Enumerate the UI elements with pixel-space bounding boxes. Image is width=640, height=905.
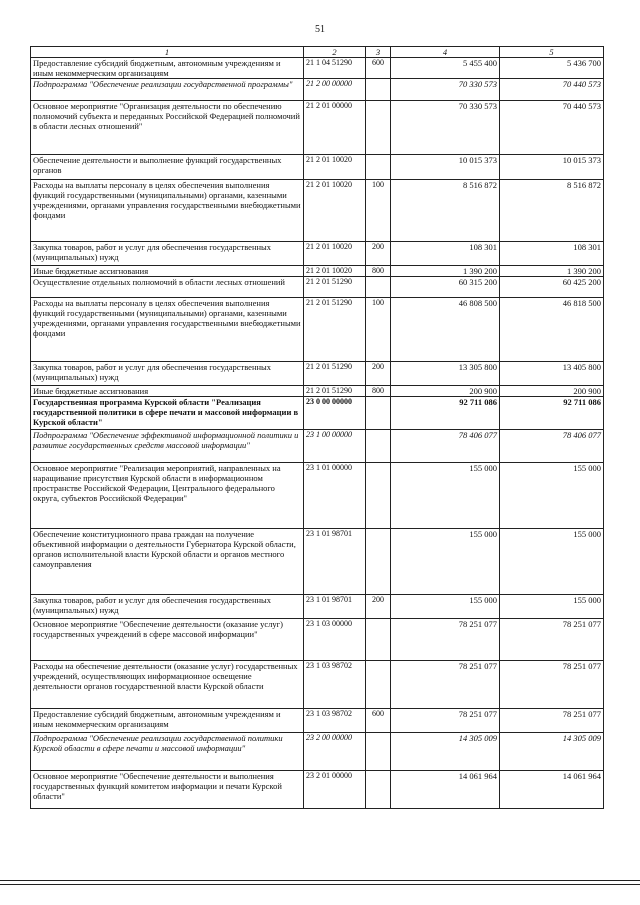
column-header: 5 [500, 47, 604, 58]
footer-rule [0, 880, 640, 881]
table-body [31, 58, 604, 809]
row-amount-year2-cell: 13 405 800 [500, 362, 604, 386]
row-amount-year1-cell: 92 711 086 [391, 397, 500, 430]
row-amount-year1-cell: 155 000 [391, 529, 500, 595]
table-row [31, 298, 604, 362]
row-amount-year2-cell: 155 000 [500, 529, 604, 595]
table-row [31, 397, 604, 430]
row-expense-type-cell: 200 [366, 242, 391, 266]
budget-table [30, 46, 604, 809]
row-name-cell: Иные бюджетные ассигнования [31, 266, 304, 277]
row-name-cell: Подпрограмма "Обеспечение эффективной информационной политики и развитие государственных средств массовой информации" [31, 430, 304, 463]
table-row [31, 595, 604, 619]
row-code-cell: 23 1 03 98702 [304, 661, 366, 709]
row-name-cell: Подпрограмма "Обеспечение реализации государственной политики Курской области в сфере печати и массовой информации" [31, 733, 304, 771]
row-amount-year1-cell: 78 251 077 [391, 661, 500, 709]
row-name-cell: Основное мероприятие "Организация деятельности по обеспечению полномочий субъекта и переданных Российской Федерацией полномочий в области лесных отношений" [31, 101, 304, 155]
row-expense-type-cell [366, 619, 391, 661]
row-code-cell: 23 0 00 00000 [304, 397, 366, 430]
row-name-cell: Основное мероприятие "Обеспечение деятельности (оказание услуг) государственных учреждений в сфере массовой информации" [31, 619, 304, 661]
row-code-cell: 23 1 01 98701 [304, 529, 366, 595]
table-row [31, 709, 604, 733]
table-row [31, 242, 604, 266]
row-name-cell: Расходы на обеспечение деятельности (оказание услуг) государственных учреждений, осуществляющих информационное освещение деятельности органов государственной власти Курской области [31, 661, 304, 709]
row-name-cell: Закупка товаров, работ и услуг для обеспечения государственных (муниципальных) нужд [31, 595, 304, 619]
row-amount-year2-cell: 10 015 373 [500, 155, 604, 180]
row-name-cell: Осуществление отдельных полномочий в области лесных отношений [31, 277, 304, 298]
row-code-cell: 21 2 01 51290 [304, 386, 366, 397]
row-code-cell: 21 2 01 51290 [304, 277, 366, 298]
table-row [31, 277, 604, 298]
row-expense-type-cell [366, 661, 391, 709]
row-amount-year1-cell: 14 061 964 [391, 771, 500, 809]
row-expense-type-cell: 100 [366, 180, 391, 242]
row-code-cell: 23 1 00 00000 [304, 430, 366, 463]
row-expense-type-cell: 800 [366, 386, 391, 397]
row-amount-year1-cell: 200 900 [391, 386, 500, 397]
row-code-cell: 21 2 01 10020 [304, 266, 366, 277]
row-amount-year1-cell: 14 305 009 [391, 733, 500, 771]
row-amount-year2-cell: 14 061 964 [500, 771, 604, 809]
row-name-cell: Основное мероприятие "Реализация мероприятий, направленных на наращивание присутствия Курской области в информационном пространстве Российской Федерации, Центрального федерального округа, субъектов Российской Федерации" [31, 463, 304, 529]
row-amount-year1-cell: 1 390 200 [391, 266, 500, 277]
row-expense-type-cell: 800 [366, 266, 391, 277]
row-name-cell: Предоставление субсидий бюджетным, автономным учреждениям и иным некоммерческим организациям [31, 709, 304, 733]
table-row [31, 180, 604, 242]
row-amount-year2-cell: 8 516 872 [500, 180, 604, 242]
row-amount-year1-cell: 8 516 872 [391, 180, 500, 242]
row-name-cell: Основное мероприятие "Обеспечение деятельности и выполнения государственных функций комитетом информации и печати Курской области" [31, 771, 304, 809]
row-amount-year1-cell: 46 808 500 [391, 298, 500, 362]
row-expense-type-cell [366, 277, 391, 298]
row-amount-year2-cell: 78 251 077 [500, 619, 604, 661]
row-code-cell: 23 2 01 00000 [304, 771, 366, 809]
row-amount-year2-cell: 92 711 086 [500, 397, 604, 430]
row-amount-year1-cell: 60 315 200 [391, 277, 500, 298]
row-amount-year2-cell: 155 000 [500, 595, 604, 619]
table-row [31, 101, 604, 155]
row-amount-year1-cell: 155 000 [391, 463, 500, 529]
row-amount-year2-cell: 155 000 [500, 463, 604, 529]
row-amount-year2-cell: 70 440 573 [500, 101, 604, 155]
row-name-cell: Обеспечение деятельности и выполнение функций государственных органов [31, 155, 304, 180]
row-amount-year2-cell: 14 305 009 [500, 733, 604, 771]
row-expense-type-cell [366, 79, 391, 101]
row-code-cell: 23 2 00 00000 [304, 733, 366, 771]
row-amount-year2-cell: 78 251 077 [500, 709, 604, 733]
column-number-row [31, 47, 604, 58]
row-amount-year2-cell: 78 406 077 [500, 430, 604, 463]
row-expense-type-cell [366, 529, 391, 595]
table-row [31, 362, 604, 386]
row-expense-type-cell [366, 430, 391, 463]
row-code-cell: 23 1 03 00000 [304, 619, 366, 661]
row-expense-type-cell: 200 [366, 595, 391, 619]
row-expense-type-cell: 100 [366, 298, 391, 362]
table-row [31, 386, 604, 397]
row-name-cell: Иные бюджетные ассигнования [31, 386, 304, 397]
row-amount-year1-cell: 155 000 [391, 595, 500, 619]
row-name-cell: Расходы на выплаты персоналу в целях обеспечения выполнения функций государственными (муниципальными) органами, казенными учреждениями, органами управления государственными внебюджетными фондами [31, 298, 304, 362]
table-row [31, 79, 604, 101]
row-expense-type-cell: 600 [366, 709, 391, 733]
row-code-cell: 21 2 01 10020 [304, 242, 366, 266]
row-amount-year2-cell: 1 390 200 [500, 266, 604, 277]
row-code-cell: 23 1 01 00000 [304, 463, 366, 529]
row-expense-type-cell: 200 [366, 362, 391, 386]
row-name-cell: Предоставление субсидий бюджетным, автономным учреждениям и иным некоммерческим организациям [31, 58, 304, 79]
row-code-cell: 23 1 03 98702 [304, 709, 366, 733]
row-expense-type-cell [366, 733, 391, 771]
row-amount-year2-cell: 78 251 077 [500, 661, 604, 709]
row-code-cell: 21 2 00 00000 [304, 79, 366, 101]
table-row [31, 266, 604, 277]
table-row [31, 733, 604, 771]
row-name-cell: Расходы на выплаты персоналу в целях обеспечения выполнения функций государственными (муниципальными) органами, казенными учреждениями, органами управления государственными внебюджетными фондами [31, 180, 304, 242]
row-code-cell: 21 2 01 51290 [304, 298, 366, 362]
row-expense-type-cell [366, 397, 391, 430]
row-expense-type-cell [366, 155, 391, 180]
row-amount-year2-cell: 70 440 573 [500, 79, 604, 101]
row-name-cell: Государственная программа Курской области "Реализация государственной политики в сфере печати и массовой информации в Курской области" [31, 397, 304, 430]
table-row [31, 58, 604, 79]
row-amount-year1-cell: 70 330 573 [391, 79, 500, 101]
row-amount-year1-cell: 13 305 800 [391, 362, 500, 386]
row-amount-year2-cell: 108 301 [500, 242, 604, 266]
row-code-cell: 21 2 01 51290 [304, 362, 366, 386]
row-amount-year2-cell: 200 900 [500, 386, 604, 397]
row-amount-year1-cell: 108 301 [391, 242, 500, 266]
column-header: 1 [31, 47, 304, 58]
column-header: 4 [391, 47, 500, 58]
row-name-cell: Обеспечение конституционного права граждан на получение объективной информации о деятельности Губернатора Курской области, органов исполнительной власти Курской области и органов местного самоуправления [31, 529, 304, 595]
row-name-cell: Закупка товаров, работ и услуг для обеспечения государственных (муниципальных) нужд [31, 242, 304, 266]
row-expense-type-cell [366, 463, 391, 529]
row-amount-year1-cell: 70 330 573 [391, 101, 500, 155]
row-amount-year1-cell: 78 251 077 [391, 709, 500, 733]
row-expense-type-cell: 600 [366, 58, 391, 79]
row-amount-year1-cell: 78 251 077 [391, 619, 500, 661]
row-name-cell: Закупка товаров, работ и услуг для обеспечения государственных (муниципальных) нужд [31, 362, 304, 386]
table-row [31, 661, 604, 709]
row-code-cell: 21 2 01 10020 [304, 155, 366, 180]
column-header: 2 [304, 47, 366, 58]
table-row [31, 529, 604, 595]
footer-rule [0, 884, 640, 885]
row-expense-type-cell [366, 101, 391, 155]
row-amount-year2-cell: 60 425 200 [500, 277, 604, 298]
table-row [31, 619, 604, 661]
table-row [31, 771, 604, 809]
table-row [31, 155, 604, 180]
column-header: 3 [366, 47, 391, 58]
table-row [31, 463, 604, 529]
row-amount-year1-cell: 10 015 373 [391, 155, 500, 180]
row-amount-year2-cell: 46 818 500 [500, 298, 604, 362]
row-amount-year2-cell: 5 436 700 [500, 58, 604, 79]
table-row [31, 430, 604, 463]
row-amount-year1-cell: 78 406 077 [391, 430, 500, 463]
row-amount-year1-cell: 5 455 400 [391, 58, 500, 79]
row-name-cell: Подпрограмма "Обеспечение реализации государственной программы" [31, 79, 304, 101]
row-expense-type-cell [366, 771, 391, 809]
row-code-cell: 23 1 01 98701 [304, 595, 366, 619]
row-code-cell: 21 2 01 10020 [304, 180, 366, 242]
page-number: 51 [315, 24, 325, 35]
row-code-cell: 21 2 01 00000 [304, 101, 366, 155]
row-code-cell: 21 1 04 51290 [304, 58, 366, 79]
